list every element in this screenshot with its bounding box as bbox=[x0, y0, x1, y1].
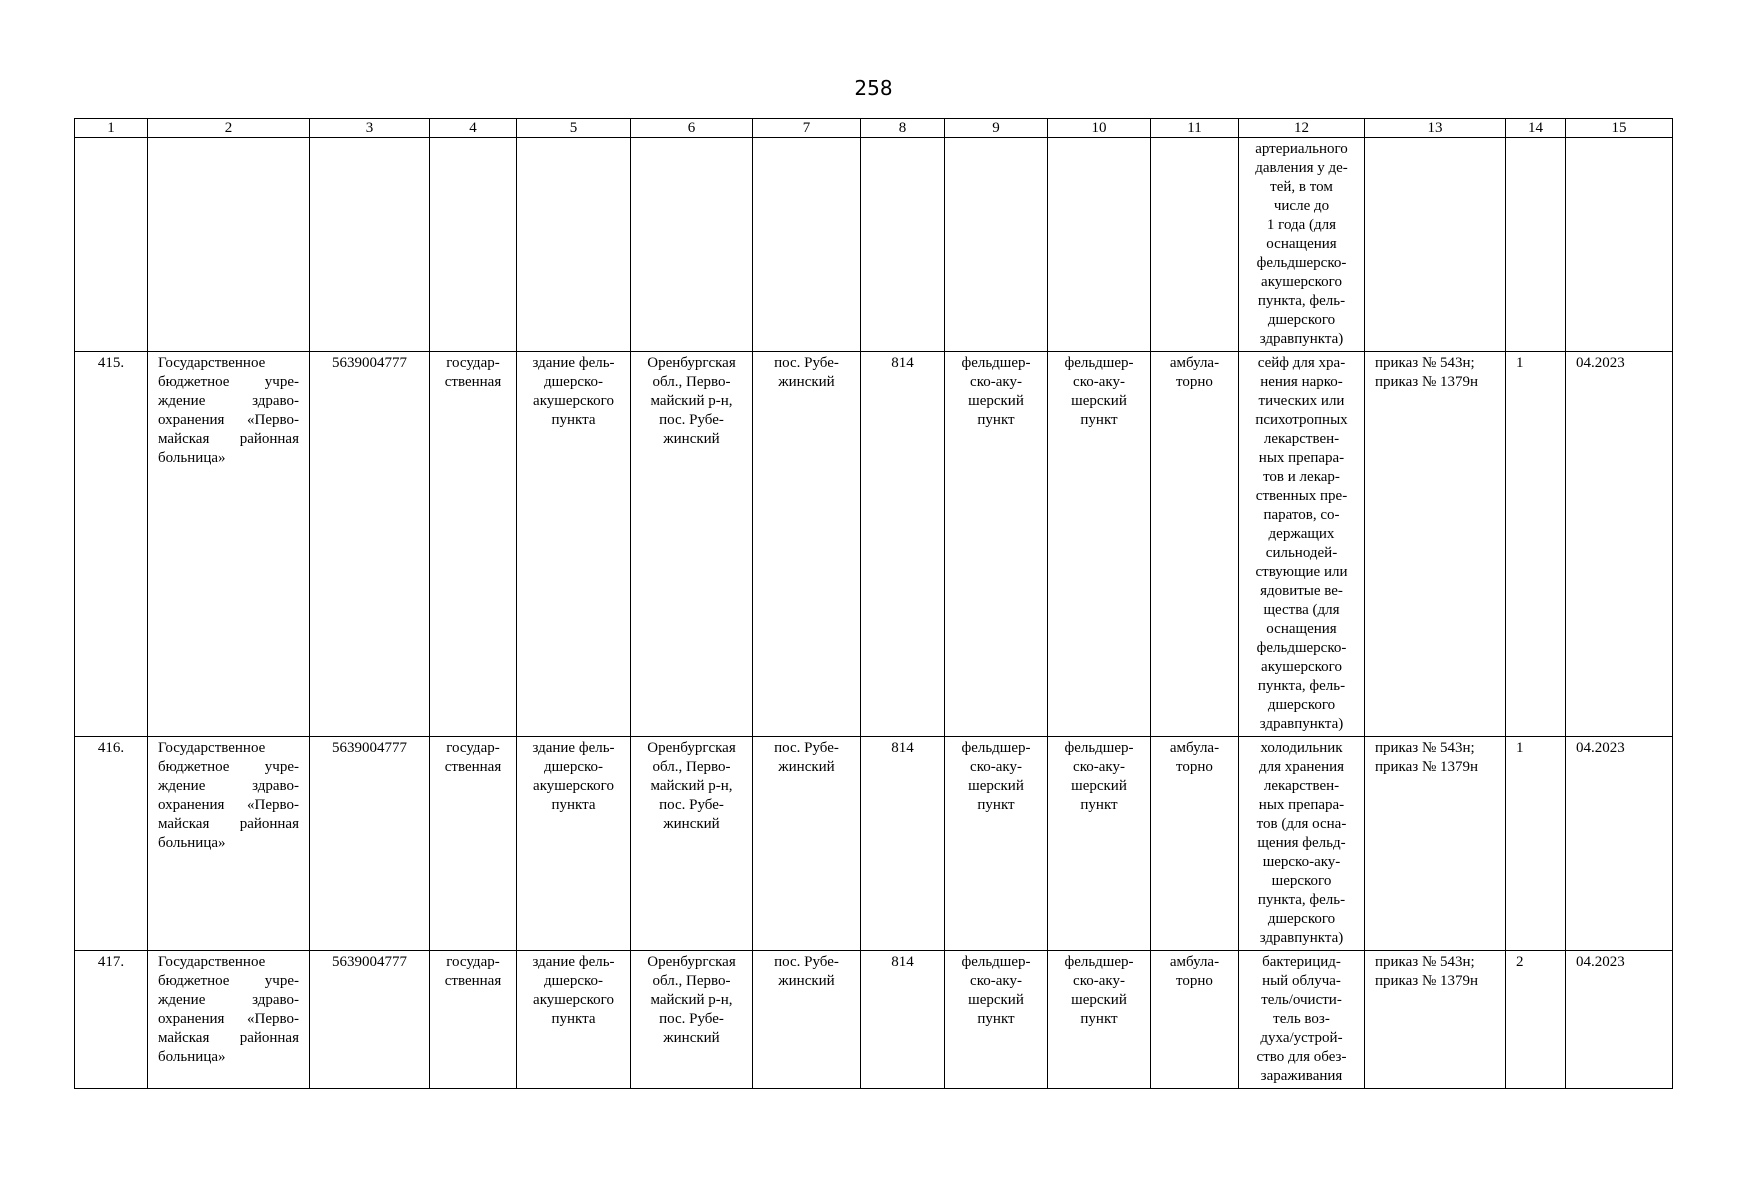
unit-name-cell: фельдшер- ско-аку- шерский пункт bbox=[1048, 737, 1151, 951]
column-header: 8 bbox=[861, 119, 945, 138]
equipment-cell: бактерицид- ный облуча- тель/очисти- тель воз- духа/устрой- ство для обез- зараживания bbox=[1239, 951, 1365, 1089]
table-row bbox=[75, 951, 1673, 1089]
ownership-cell: государ- ственная bbox=[430, 352, 517, 737]
address-cell: Оренбургская обл., Перво- майский р-н, пос. Рубе- жинский bbox=[631, 951, 753, 1089]
organization-cell: Государственное бюджетное учре-ждение здраво-охранения «Перво-майская районная больница» bbox=[148, 352, 310, 737]
order-cell bbox=[1365, 138, 1506, 352]
registry-table bbox=[74, 118, 1673, 1089]
code-cell: 814 bbox=[861, 951, 945, 1089]
date-cell bbox=[1566, 138, 1673, 352]
unit-name-cell: фельдшер- ско-аку- шерский пункт bbox=[1048, 352, 1151, 737]
care-condition-cell: амбула- торно bbox=[1151, 951, 1239, 1089]
row-number-cell: 416. bbox=[75, 737, 148, 951]
inn-cell: 5639004777 bbox=[310, 737, 430, 951]
inn-cell: 5639004777 bbox=[310, 951, 430, 1089]
order-cell: приказ № 543н; приказ № 1379н bbox=[1365, 737, 1506, 951]
quantity-cell: 2 bbox=[1506, 951, 1566, 1089]
quantity-cell: 1 bbox=[1506, 737, 1566, 951]
code-cell bbox=[861, 138, 945, 352]
settlement-cell: пос. Рубе- жинский bbox=[753, 737, 861, 951]
care-condition-cell: амбула- торно bbox=[1151, 352, 1239, 737]
table-row bbox=[75, 352, 1673, 737]
inn-cell bbox=[310, 138, 430, 352]
column-header: 15 bbox=[1566, 119, 1673, 138]
column-header: 11 bbox=[1151, 119, 1239, 138]
column-header: 14 bbox=[1506, 119, 1566, 138]
ownership-cell: государ- ственная bbox=[430, 737, 517, 951]
date-cell: 04.2023 bbox=[1566, 951, 1673, 1089]
settlement-cell: пос. Рубе- жинский bbox=[753, 352, 861, 737]
column-header: 2 bbox=[148, 119, 310, 138]
column-header: 1 bbox=[75, 119, 148, 138]
quantity-cell: 1 bbox=[1506, 352, 1566, 737]
settlement-cell: пос. Рубе- жинский bbox=[753, 951, 861, 1089]
column-number-row bbox=[75, 119, 1673, 138]
date-cell: 04.2023 bbox=[1566, 352, 1673, 737]
ownership-cell: государ- ственная bbox=[430, 951, 517, 1089]
date-cell: 04.2023 bbox=[1566, 737, 1673, 951]
building-cell: здание фель- дшерско- акушерского пункта bbox=[517, 352, 631, 737]
ownership-cell bbox=[430, 138, 517, 352]
page-number: 258 bbox=[854, 76, 893, 100]
column-header: 6 bbox=[631, 119, 753, 138]
organization-cell: Государственное бюджетное учре-ждение здраво-охранения «Перво-майская районная больница» bbox=[148, 951, 310, 1089]
table-row bbox=[75, 138, 1673, 352]
building-cell bbox=[517, 138, 631, 352]
unit-name-cell bbox=[1048, 138, 1151, 352]
unit-type-cell: фельдшер- ско-аку- шерский пункт bbox=[945, 951, 1048, 1089]
care-condition-cell bbox=[1151, 138, 1239, 352]
equipment-cell: холодильник для хранения лекарствен- ных препара- тов (для осна- щения фельд- шерско-аку- шерского пункта, фель- дшерского здравпункта) bbox=[1239, 737, 1365, 951]
column-header: 9 bbox=[945, 119, 1048, 138]
column-header: 12 bbox=[1239, 119, 1365, 138]
row-number-cell: 415. bbox=[75, 352, 148, 737]
row-number-cell bbox=[75, 138, 148, 352]
care-condition-cell: амбула- торно bbox=[1151, 737, 1239, 951]
settlement-cell bbox=[753, 138, 861, 352]
column-header: 13 bbox=[1365, 119, 1506, 138]
table-row bbox=[75, 737, 1673, 951]
column-header: 5 bbox=[517, 119, 631, 138]
unit-name-cell: фельдшер- ско-аку- шерский пункт bbox=[1048, 951, 1151, 1089]
order-cell: приказ № 543н; приказ № 1379н bbox=[1365, 352, 1506, 737]
equipment-cell: сейф для хра- нения нарко- тических или психотропных лекарствен- ных препара- тов и лекар- ственных пре- паратов, со- держащих сильнодей- ствующие или ядовитые ве- щества (для оснащения фельдшерско- акушерского пункта, фель- дшерского здравпункта) bbox=[1239, 352, 1365, 737]
column-header: 4 bbox=[430, 119, 517, 138]
building-cell: здание фель- дшерско- акушерского пункта bbox=[517, 737, 631, 951]
code-cell: 814 bbox=[861, 352, 945, 737]
column-header: 7 bbox=[753, 119, 861, 138]
unit-type-cell bbox=[945, 138, 1048, 352]
quantity-cell bbox=[1506, 138, 1566, 352]
address-cell: Оренбургская обл., Перво- майский р-н, пос. Рубе- жинский bbox=[631, 352, 753, 737]
row-number-cell: 417. bbox=[75, 951, 148, 1089]
equipment-cell: артериального давления у де- тей, в том числе до 1 года (для оснащения фельдшерско- акушерского пункта, фель- дшерского здравпункта) bbox=[1239, 138, 1365, 352]
unit-type-cell: фельдшер- ско-аку- шерский пункт bbox=[945, 737, 1048, 951]
unit-type-cell: фельдшер- ско-аку- шерский пункт bbox=[945, 352, 1048, 737]
address-cell: Оренбургская обл., Перво- майский р-н, пос. Рубе- жинский bbox=[631, 737, 753, 951]
order-cell: приказ № 543н; приказ № 1379н bbox=[1365, 951, 1506, 1089]
organization-cell: Государственное бюджетное учре-ждение здраво-охранения «Перво-майская районная больница» bbox=[148, 737, 310, 951]
column-header: 10 bbox=[1048, 119, 1151, 138]
organization-cell bbox=[148, 138, 310, 352]
inn-cell: 5639004777 bbox=[310, 352, 430, 737]
address-cell bbox=[631, 138, 753, 352]
code-cell: 814 bbox=[861, 737, 945, 951]
column-header: 3 bbox=[310, 119, 430, 138]
building-cell: здание фель- дшерско- акушерского пункта bbox=[517, 951, 631, 1089]
